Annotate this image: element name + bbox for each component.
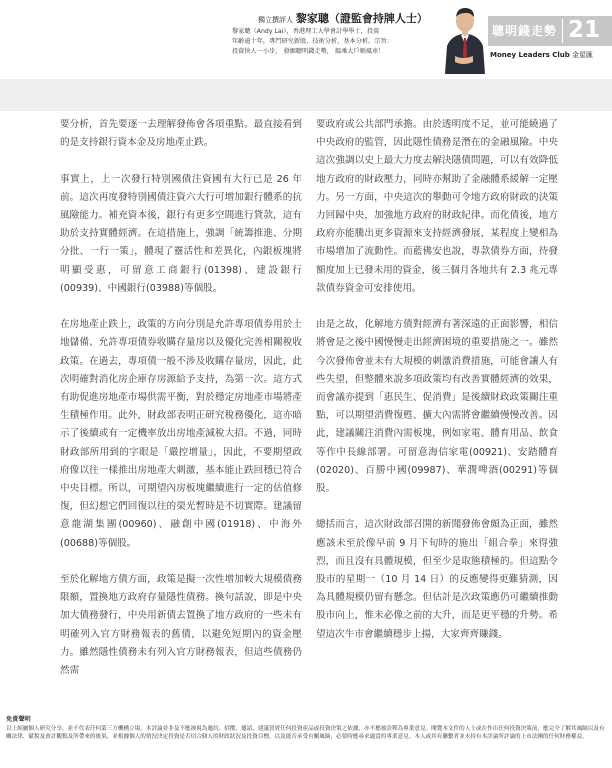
paragraph: 要政府或公共部門承擔。由於透明度不足，並可能繞過了中央政府的監管，因此隱性債務是潛在的金融風險。中央這次強調以史上最大力度去解決隱債問題，可以有效降低地方政府的財政壓力，同時亦幫助了金融體系緩解一定壓力。另一方面，中央這次的舉動可令地方政府財政的決策力回歸中央，加強地方政府的財政紀律。而化債後，地方政府亦能騰出更多資源來支持經濟發展，某程度上變相為市場增加了流動性。而藍佛安也說，專款債券方面，待發額度加上已發未用的資金，後三個月各地共有 2.3 兆元專款債券資金可安排使用。 (316, 119, 559, 294)
author-bio (232, 27, 442, 57)
paragraph: 要分析，首先要逐一去理解發佈會各項重點。最直接看到的是支持銀行資本金及房地產止跌。 (60, 119, 302, 149)
bio-line: 黎家聰（Andy Lai），香港理工大學會計學學士，投資 (232, 28, 380, 35)
brand-subtitle (490, 50, 593, 60)
column-brand-box (488, 16, 612, 46)
disclaimer (6, 716, 606, 742)
page-number: 21 (568, 17, 601, 43)
paragraph: 事實上，上一次發行特別國債注資國有大行已是 26 年前。這次再度發特別國債注資六大行可增加銀行體系的抗風險能力。補充資本後，銀行有更多空間進行貸款，這有助於支持實體經濟。在這措施上，強調「統籌推進、分期分批、一行一策」，體現了靈活性和差異化，內銀板塊將明顯受惠，可留意工商銀行(01398)、建設銀行(00939)、中國銀行(03988)等個股。 (60, 173, 302, 294)
disclaimer-title: 免責聲明 (6, 716, 31, 723)
author-name: 黎家聰（證監會持牌人士） (295, 12, 428, 25)
article-column-right (316, 116, 558, 662)
paragraph: 在房地產止跌上，政策的方向分別是允許專項債券用於土地儲備、允許專項債券收購存量房以及優化完善相關稅收政策。在過去，專項債一般不涉及收購存量房，因此，此次明確對消化房企庫存房源給予支持，為第一次。這方式有助促進房地產市場供需平衡，對於穩定房地產市場將產生積極作用。此外，財政部表明正研究稅務優化，這亦暗示了後續或有一定機率放出房地產減稅大招。不過，同時財政部所用到的字眼是「嚴控增量」，因此，不要期望政府像以往一樣推出房地產大刺激，基本能止跌回穩已符合中央目標。所以，可期望內房板塊繼續進行一定的估值修復，但幻想它們回復以往的榮光暫時是不切實際。建議留意龍湖集團(00960)、融創中國(01918)、中海外(00688)等個股。 (60, 319, 302, 549)
paragraph: 總括而言，這次財政部召開的新聞發佈會頗為正面，雖然應該未至於像早前 9 月下旬時的施出「組合拳」來得強烈，而且沒有具體規模，但至少是取態積極的。但這點令股市的星期一（10 月 14 日）的反應變得更難猜測，因為具體規模仍留有懸念。但估計是次政策應仍可繼續推動股市向上，惟未必像之前的大升，而是更平穩的升勢。希望這次牛市會繼續穩步上揚，大家齊齊賺錢。 (316, 519, 558, 640)
article-column-left (60, 116, 302, 698)
disclaimer-text: 以上純屬個人研究分享，並不代表任何第三方機構立場。本評論並非及不應被視為邀約、招攬、邀請、建議買賣任何投資產品或投資決策之依據，亦不應被詮釋為專業意見。閱覽本文件的人士或在作出任何投資決策前，應完全了解其風險以及有關法律、賦稅及會計觀點及所帶來的後果，並根據個人的情況決定投資是否切合個人的財政狀況及投資目標，以及能否承受有關風險，必要時應尋求適當的專業意見。本人或其有聯繫者並未持有本評論所評論的上市法團的任何財務權益。 (6, 725, 605, 741)
author-line (258, 10, 428, 26)
author-role: 獨立撰評人 (258, 16, 293, 24)
bio-line: 年齡逾十年，專門研究新股，技術分析，基本分析。宗旨： (232, 38, 393, 45)
column-title: 聰明錢走勢 (492, 24, 558, 38)
author-photo (443, 4, 487, 74)
brand-sub-zh: 金星匯 (572, 51, 594, 59)
page-header (0, 0, 612, 78)
paragraph: 至於化解地方債方面，政策是擬一次性增加較大規模債務限額，置換地方政府存量隱性債務。換句話說，即是中央加大債務發行，中央用新債去置換了地方政府的一些未有明確列入官方財務報表的舊債，以避免短期內的資金壓力。雖然隱性債務未有列入官方財務報表，但這些債務仍然需 (60, 574, 302, 677)
bio-line: 投資快人一小步， 發掘聰明錢走勢， 搵乘大戶順風車！ (232, 48, 385, 55)
brand-sub-en: Money Leaders Club (490, 51, 570, 59)
header-band (0, 79, 612, 111)
paragraph: 由是之故，化解地方債對經濟有著深遠的正面影響，相信將會是之後中國慢慢走出經濟困境的重要措施之一。雖然今次發佈會並未有大規模的刺激消費措施，可能會讓人有些失望，但整體來說多項政策均有改善實體經濟的效果，而會議亦提到「惠民生、促消費」是後續財政政策關注重點，可以期望消費復甦、擴大內需將會繼續慢慢改善。因此，建議關注消費內需板塊，例如家電、體育用品、飲食等作中長線部署。可留意海信家電(00921)、安踏體育(02020)、百勝中國(09987)、華潤啤酒(00291)等個股。 (316, 319, 558, 495)
brand-divider (562, 19, 563, 43)
